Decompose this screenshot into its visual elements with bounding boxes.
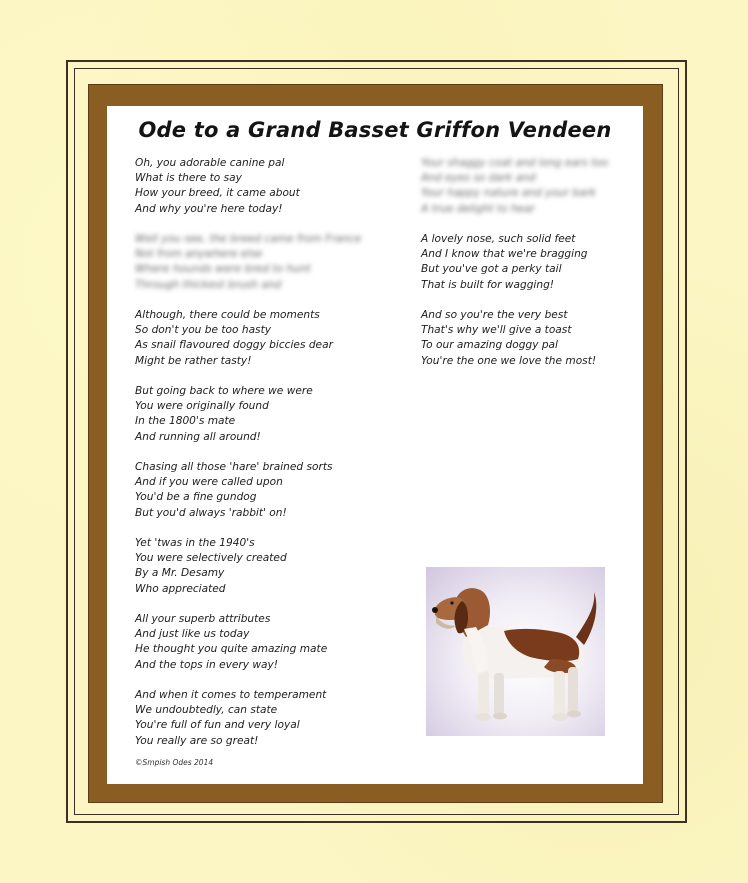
poem-line: Your shaggy coat and long ears too — [421, 157, 609, 169]
poem-line: And I know that we're bragging — [421, 248, 588, 261]
poem-line: How your breed, it came about — [135, 187, 300, 200]
poem-page — [107, 106, 643, 784]
poem-line: Well you see, the breed came from France — [135, 233, 362, 245]
poem-line: But going back to where we were — [135, 385, 313, 397]
poem-line: A true delight to hear — [421, 202, 535, 215]
copyright-notice: ©Smpish Odes 2014 — [135, 758, 214, 767]
poem-line: Although, there could be moments — [135, 309, 320, 321]
poem-line: And just like us today — [135, 628, 250, 641]
poem-line: But you've got a perky tail — [421, 263, 562, 276]
dog-photo-icon — [426, 567, 605, 736]
poem-line: And eyes so dark and — [421, 172, 536, 185]
blurred-stanza — [135, 232, 385, 293]
poem-line: And if you were called upon — [135, 476, 283, 489]
poem-stanza — [135, 536, 385, 597]
poem-line: That's why we'll give a toast — [421, 324, 572, 337]
poem-line: Might be rather tasty! — [135, 354, 252, 367]
poem-line: We undoubtedly, can state — [135, 704, 278, 717]
poem-line: Your happy nature and your bark — [421, 187, 597, 200]
poem-line: But you'd always 'rabbit' on! — [135, 506, 287, 519]
poem-line: You really are so great! — [135, 734, 259, 747]
poem-line: And why you're here today! — [135, 202, 283, 215]
poem-line: What is there to say — [135, 172, 242, 185]
poem-line: So don't you be too hasty — [135, 324, 272, 337]
poem-right-column — [421, 156, 636, 384]
poem-stanza — [135, 688, 385, 749]
poem-line: Where hounds were bred to hunt — [135, 263, 311, 276]
poem-line: By a Mr. Desamy — [135, 567, 225, 580]
dog-photo — [426, 567, 605, 736]
poem-line: Chasing all those 'hare' brained sorts — [135, 461, 333, 473]
poem-line: A lovely nose, such solid feet — [421, 233, 576, 245]
poem-line: You're full of fun and very loyal — [135, 719, 300, 732]
poem-line: Not from anywhere else — [135, 248, 263, 261]
poem-line: Who appreciated — [135, 582, 226, 595]
poem-line: And so you're the very best — [421, 309, 568, 321]
poem-stanza — [135, 612, 385, 673]
poem-line: Through thickest brush and — [135, 278, 282, 291]
poem-left-column — [135, 156, 385, 764]
poem-line: You're the one we love the most! — [421, 354, 597, 367]
poem-line: That is built for wagging! — [421, 278, 555, 291]
poem-line: Oh, you adorable canine pal — [135, 157, 285, 169]
poem-line: Yet 'twas in the 1940's — [135, 537, 255, 549]
poem-line: To our amazing doggy pal — [421, 339, 558, 352]
poem-stanza — [421, 308, 636, 369]
poem-line: All your superb attributes — [135, 613, 271, 625]
poem-stanza — [135, 460, 385, 521]
poem-line: In the 1800's mate — [135, 415, 236, 428]
blurred-stanza — [421, 156, 636, 217]
poem-stanza — [135, 308, 385, 369]
poem-title: Ode to a Grand Basset Griffon Vendeen — [138, 118, 612, 142]
poem-line: As snail flavoured doggy biccies dear — [135, 339, 333, 352]
poem-stanza — [135, 384, 385, 445]
poem-stanza — [135, 156, 385, 217]
poem-line: You'd be a fine gundog — [135, 491, 257, 504]
poem-line: And the tops in every way! — [135, 658, 279, 671]
poem-line: And when it comes to temperament — [135, 689, 327, 701]
poem-stanza — [421, 232, 636, 293]
poem-line: And running all around! — [135, 430, 261, 443]
poem-line: He thought you quite amazing mate — [135, 643, 328, 656]
poem-line: You were selectively created — [135, 552, 287, 565]
poem-line: You were originally found — [135, 400, 269, 413]
